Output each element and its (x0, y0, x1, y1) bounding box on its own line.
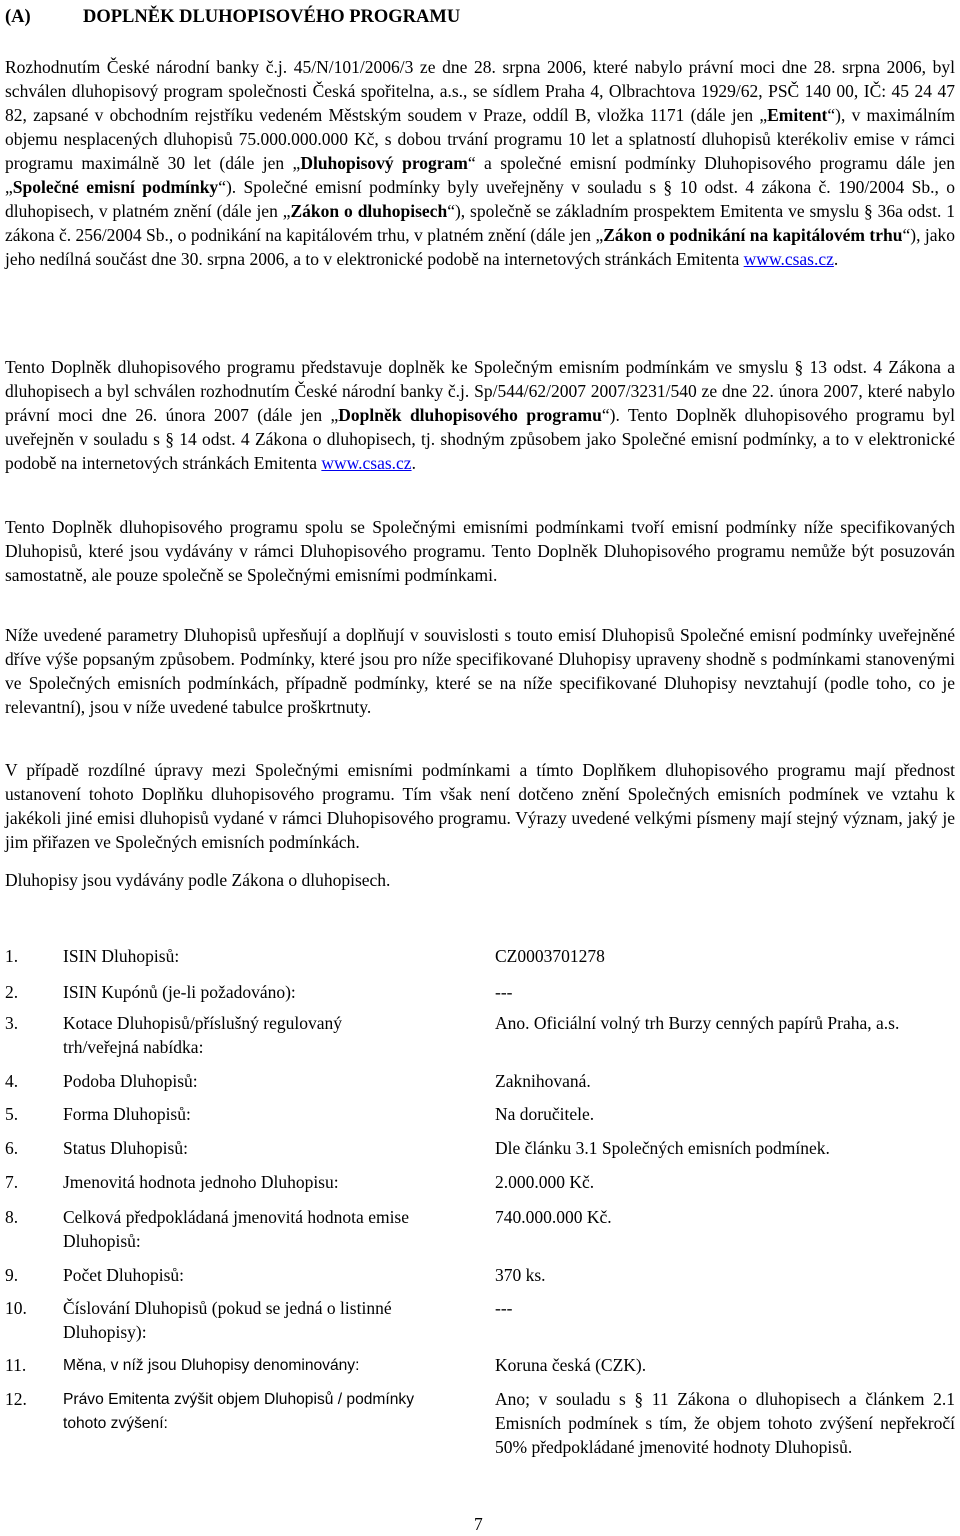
term-emitent: Emitent (767, 105, 828, 125)
paragraph-5: V případě rozdílné úpravy mezi Společnými emisními podmínkami a tímto Doplňkem dluhopisového programu mají přednost ustanovení tohoto Doplňku dluhopisového programu. Tím však není dotčeno znění Společných emisních podmínek ve vztahu k jakékoli jiné emisi dluhopisů vydané v rámci Dluhopisového programu. Výrazy uvedené velkými písmeny mají stejný význam, jaký je jim přiřazen ve Společných emisních podmínkách. (5, 760, 955, 852)
term-spolecne-emisni-podminky: Společné emisní podmínky (12, 177, 219, 197)
section-heading (5, 5, 460, 29)
section-number: (A) (5, 7, 31, 27)
document-page: (A) DOPLNĚK DLUHOPISOVÉHO PROGRAMU Rozhodnutím České národní banky č.j. 45/N/101/2006/3 ze dne 28. srpna 2006, které nabylo právní moci dne 28. srpna 2006, byl schválen dluhopisový program společnosti Česká spořitelna, a.s., se sídlem Praha 4, Olbrachtova 1929/62, PSČ 140 00, IČ: 45 24 47 82, zapsané v obchodním rejstříku vedeném Městským soudem v Praze, oddíl B, vložka 1171 (dále jen „Emitent“), v maximálním objemu nesplacených dluhopisů 75.000.000.000 Kč, s dobou trvání programu 10 let a splatností dluhopisů kterékoliv emise v rámci programu maximálně 30 let (dále jen „Dluhopisový program“ a společné emisní podmínky Dluhopisového programu dále jen „Společné emisní podmínky“). Společné emisní podmínky byly uveřejněny v souladu s § 10 odst. 4 zákona č. 190/2004 Sb., o dluhopisech, v platném znění (dále jen „Zákon o dluhopisech“), společně se základním prospektem Emitenta ve smyslu § 36a odst. 1 zákona č. 256/2004 Sb., o podnikání na kapitálovém trhu, v platném znění (dále jen „Zákon o podnikání na kapitálovém trhu“), jako jeho nedílná součást dne 30. srpna 2006, a to v elektronické podobě na internetových stránkách Emitenta www.csas.cz. Tento Doplněk dluhopisového programu představuje doplněk ke Společným emisním podmínkám ve smyslu § 13 odst. 4 Zákona a dluhopisech a byl schválen rozhodnutím České národní banky č.j. Sp/544/62/2007 2007/3231/540 ze dne 22. února 2007, které nabylo právní moci dne 26. února 2007 (dále jen „Doplněk dluhopisového programu“). Tento Doplněk dluhopisového programu byl uveřejněn v souladu s § 14 odst. 4 Zákona o dluhopisech, tj. shodným způsobem jako Společné emisní podmínky, a to v elektronické podobě na internetových stránkách Emitenta www.csas.cz. Tento Doplněk dluhopisového programu spolu se Společnými emisními podmínkami tvoří emisní podmínky níže specifikovaných Dluhopisů, které jsou vydávány v rámci Dluhopisového programu. Tento Doplněk Dluhopisového programu nemůže být posuzován samostatně, ale pouze společně se Společnými emisními podmínkami. Níže uvedené parametry Dluhopisů upřesňují a doplňují v souvislosti s touto emisí Dluhopisů Společné emisní podmínky uveřejněné dříve výše popsaným způsobem. Podmínky, které jsou pro níže specifikované Dluhopisy upraveny shodně s podmínkami stanovenými ve Společných emisních podmínkách, případně podmínky, které se na níže specifikované Dluhopisy nevztahují (podle toho, co je relevantní), jsou v níže uvedené tabulce proškrtnuty. V případě rozdílné úpravy mezi Společnými emisními podmínkami a tímto Doplňkem dluhopisového programu mají přednost ustanovení tohoto Doplňku dluhopisového programu. Tím však není dotčeno znění Společných emisních podmínek ve vztahu k jakékoli jiné emisi dluhopisů vydané v rámci Dluhopisového programu. Výrazy uvedené velkými písmeny mají stejný význam, jaký je jim přiřazen ve Společných emisních podmínkách. Dluhopisy jsou vydávány podle Zákona o dluhopisech. 1. ISIN Dluhopisů: CZ0003701278 2. ISIN Kupónů (je-li požadováno): --- 3. Kotace Dluhopisů/příslušný regulovaný trh/veřejná nabídka: Ano. Oficiální volný trh Burzy cenných papírů Praha, a.s. 4. Podoba Dluhopisů: Zaknihovaná. 5. Forma Dluhopisů: Na doručitele. 6. Status Dluhopisů: Dle článku 3.1 Společných emisních podmínek. 7. Jmenovitá hodnota jednoho Dluhopisu: 2.000.000 Kč. 8. Celková předpokládaná jmenovitá hodnota emise Dluhopisů: 740.000.000 Kč. 9. Počet Dluhopisů: 370 ks. 10. Číslování Dluhopisů (pokud se jedná o listinné Dluhopisy): --- 11. Měna, v níž jsou Dluhopisy denominovány: Koruna česká (CZK). 12. Právo Emitenta zvýšit objem Dluhopisů / podmínky tohoto zvýšení: Ano; v souladu s § 11 Zákona o dluhopisech a článkem 2.1 Emisních podmínek s tím, že objem tohoto zvýšení nepřekročí 50% předpokládané jmenovité hodnoty Dluhopisů. 7 (5, 7, 956, 1534)
emitent-website-link-2[interactable]: www.csas.cz (321, 453, 412, 473)
term-doplnek: Doplněk dluhopisového programu (338, 405, 602, 425)
paragraph-4: Níže uvedené parametry Dluhopisů upřesňují a doplňují v souvislosti s touto emisí Dluhopisů Společné emisní podmínky uveřejněné dříve výše popsaným způsobem. Podmínky, které jsou pro níže specifikované Dluhopisy upraveny shodně s podmínkami stanovenými ve Společných emisních podmínkách, případně podmínky, které se na níže specifikované Dluhopisy nevztahují (podle toho, co je relevantní), jsou v níže uvedené tabulce proškrtnuty. (5, 625, 955, 717)
term-dluhopisovy-program: Dluhopisový program (300, 153, 468, 173)
term-zakon-o-podnikani: Zákon o podnikání na kapitálovém trhu (603, 225, 903, 245)
intro-paragraph: Rozhodnutím České národní banky č.j. 45/N/101/2006/3 ze dne 28. srpna 2006, které nabylo právní moci dne 28. srpna 2006, byl schválen dluhopisový program společnosti Česká spořitelna, a.s., se sídlem Praha 4, Olbrachtova 1929/62, PSČ 140 00, IČ: 45 24 47 82, zapsané v obchodním rejstříku vedeném Městským soudem v Praze, oddíl B, vložka 1171 (dále jen „Emitent“), v maximálním objemu nesplacených dluhopisů 75.000.000.000 Kč, s dobou trvání programu 10 let a splatností dluhopisů kterékoliv emise v rámci programu maximálně 30 let (dále jen „Dluhopisový program“ a společné emisní podmínky Dluhopisového programu dále jen „Společné emisní podmínky“). Společné emisní podmínky byly uveřejněny v souladu s § 10 odst. 4 zákona č. 190/2004 Sb., o dluhopisech, v platném znění (dále jen „Zákon o dluhopisech“), společně se základním prospektem Emitenta ve smyslu § 36a odst. 1 zákona č. 256/2004 Sb., o podnikání na kapitálovém trhu, v platném znění (dále jen „Zákon o podnikání na kapitálovém trhu“), jako jeho nedílná součást dne 30. srpna 2006, a to v elektronické podobě na internetových stránkách Emitenta www.csas.cz. (5, 57, 956, 269)
term-zakon-o-dluhopisech: Zákon o dluhopisech (290, 201, 448, 221)
emitent-website-link[interactable]: www.csas.cz (743, 249, 834, 269)
supplement-paragraph: Tento Doplněk dluhopisového programu představuje doplněk ke Společným emisním podmínkám ve smyslu § 13 odst. 4 Zákona a dluhopisech a byl schválen rozhodnutím České národní banky č.j. Sp/544/62/2007 2007/3231/540 ze dne 22. února 2007, které nabylo právní moci dne 26. února 2007 (dále jen „Doplněk dluhopisového programu“). Tento Doplněk dluhopisového programu byl uveřejněn v souladu s § 14 odst. 4 Zákona o dluhopisech, tj. shodným způsobem jako Společné emisní podmínky, a to v elektronické podobě na internetových stránkách Emitenta www.csas.cz. (5, 357, 955, 473)
paragraph-3: Tento Doplněk dluhopisového programu spolu se Společnými emisními podmínkami tvoří emisní podmínky níže specifikovaných Dluhopisů, které jsou vydávány v rámci Dluhopisového programu. Tento Doplněk Dluhopisového programu nemůže být posuzován samostatně, ale pouze společně se Společnými emisními podmínkami. (5, 517, 955, 585)
paragraph-6: Dluhopisy jsou vydávány podle Zákona o dluhopisech. (5, 870, 391, 890)
page-number: 7 (474, 1514, 483, 1534)
section-title: DOPLNĚK DLUHOPISOVÉHO PROGRAMU (83, 7, 461, 27)
